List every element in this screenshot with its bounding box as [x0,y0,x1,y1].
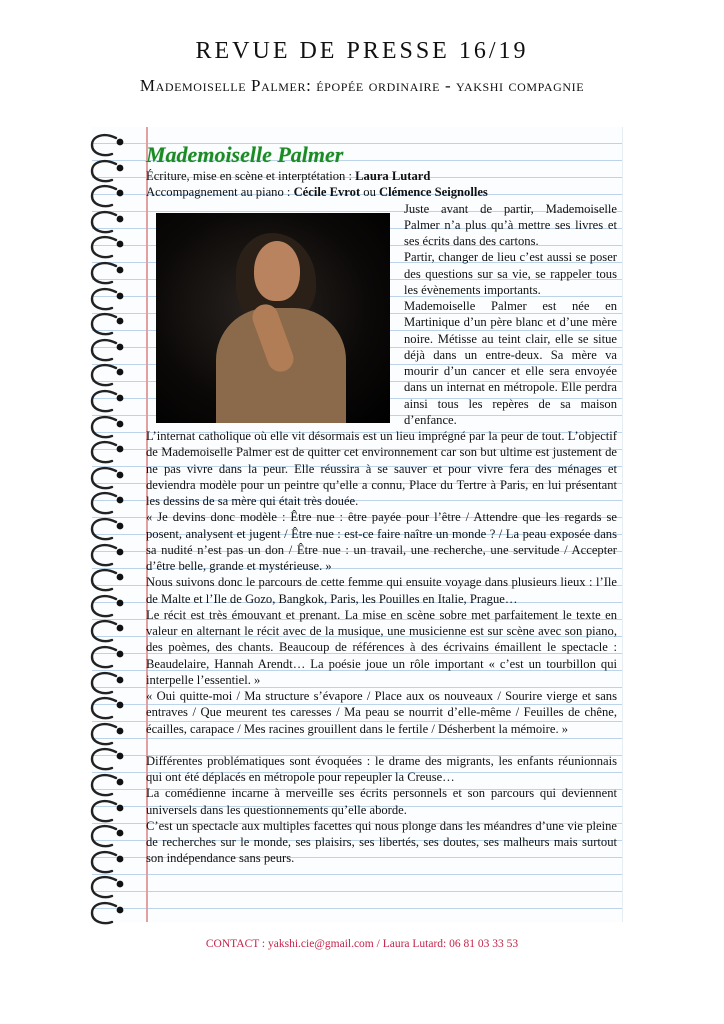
credits-writing-label: Écriture, mise en scène et interptétation : [146,169,356,183]
credits-piano [146,184,617,200]
paragraph: La comédienne incarne à merveille ses écrits personnels et son parcours qui deviennent universels dans les questionnements qu’elle aborde. [146,786,617,817]
paragraph: L’internat catholique où elle vit désormais est un lieu imprégné par la peur de tout. L’objectif de Mademoiselle Palmer est de quitter cet environnement car son but ultime est justement de ne pas vivre dans la peur. Elle réussira à se sauver et pour vivre fera des ménages et deviendra modèle pour un peintre qu’elle a connu, Place du Tertre à Paris, en lui présentant les dessins de sa mère qui était très douée. [146,429,617,508]
article [146,143,617,867]
credits-writing-name: Laura Lutard [355,169,431,183]
page-subtitle: Mademoiselle Palmer: épopée ordinaire - yakshi compagnie [139,76,585,95]
paragraph: Juste avant de partir, Mademoiselle Palmer n’a plus qu’à mettre ses livres et ses écrits dans des cartons. [404,201,617,248]
credits-piano-or: ou [360,185,380,200]
credits-piano-label: Accompagnement au piano : [146,185,294,200]
performer-photo [156,213,390,423]
spiral-ring-icon [86,898,130,928]
spiral-binding [86,130,132,920]
paragraph: Partir, changer de lieu c’est aussi se poser des questions sur sa vie, se rappeler tous les évènements importants. [404,250,617,297]
paragraph: Mademoiselle Palmer est née en Martinique d’un père blanc et d’une mère noire. Métisse au teint clair, elle se situe déjà dans un entre-deux. Sa mère va mourir d’un cancer et elle sera envoyée dans un internat en métropole. Elle perdra ainsi tous les repères de sa maison d’enfance. [404,299,617,427]
paragraph: C’est un spectacle aux multiples facettes qui nous plonge dans les méandres d’une vie pleine de recherches sur le monde, ses plaisirs, ses libertés, ses doutes, ses malheurs mais surtout son indépendance sans peurs. [146,818,617,866]
paragraph: Le récit est très émouvant et prenant. La mise en scène sobre met parfaitement le texte en valeur en alternant le récit avec de la musique, une musicienne est sur scène avec son piano, des poèmes, des chants. Beaucoup de références à des écrivains émaillent le spectacle : Beaudelaire, Hannah Arendt… La poésie joue un rôle important « c’est un tourbillon qui interpelle l’essentiel. » [146,607,617,687]
credits-piano-name-1: Cécile Evrot [293,185,361,200]
paragraph: Nous suivons donc le parcours de cette femme qui ensuite voyage dans plusieurs lieux : l’Ile de Malte et l’Ile de Gozo, Bangkok, Paris, les Pouilles en Italie, Prague… [146,575,617,606]
article-title: Mademoiselle Palmer [146,142,344,167]
paragraph: Différentes problématiques sont évoquées : le drame des migrants, les enfants réunionnais qui ont été déplacés en métropole pour repeupler la Creuse… [146,753,617,784]
quote-paragraph: « Oui quitte-moi / Ma structure s’évapore / Place aux os nouveaux / Sourire vierge et sans entraves / Que meurent tes caresses / Ma peau se nourrit d’elle-même / Feuilles de chêne, écailles, carapace / Mes racines grouillent dans le fertile / Désherbent la mémoire. » [146,689,617,736]
page-title: REVUE DE PRESSE 16/19 [195,38,529,64]
quote-paragraph: « Je devins donc modèle : Être nue : être payée pour l’être / Attendre que les regards se posent, analysent et jugent / Être nue : est-ce faire naître un monde ? / La peau exposée dans sa nudité n’est pas un don / Être nue : un travail, une recherche, une servitude / Accepter d’être belle, grande et mystérieuse. » [146,510,617,573]
credits-writing [146,168,617,184]
contact-footer: CONTACT : yakshi.cie@gmail.com / Laura Lutard: 06 81 03 33 53 [205,938,519,950]
credits-piano-name-2: Clémence Seignolles [379,185,488,200]
